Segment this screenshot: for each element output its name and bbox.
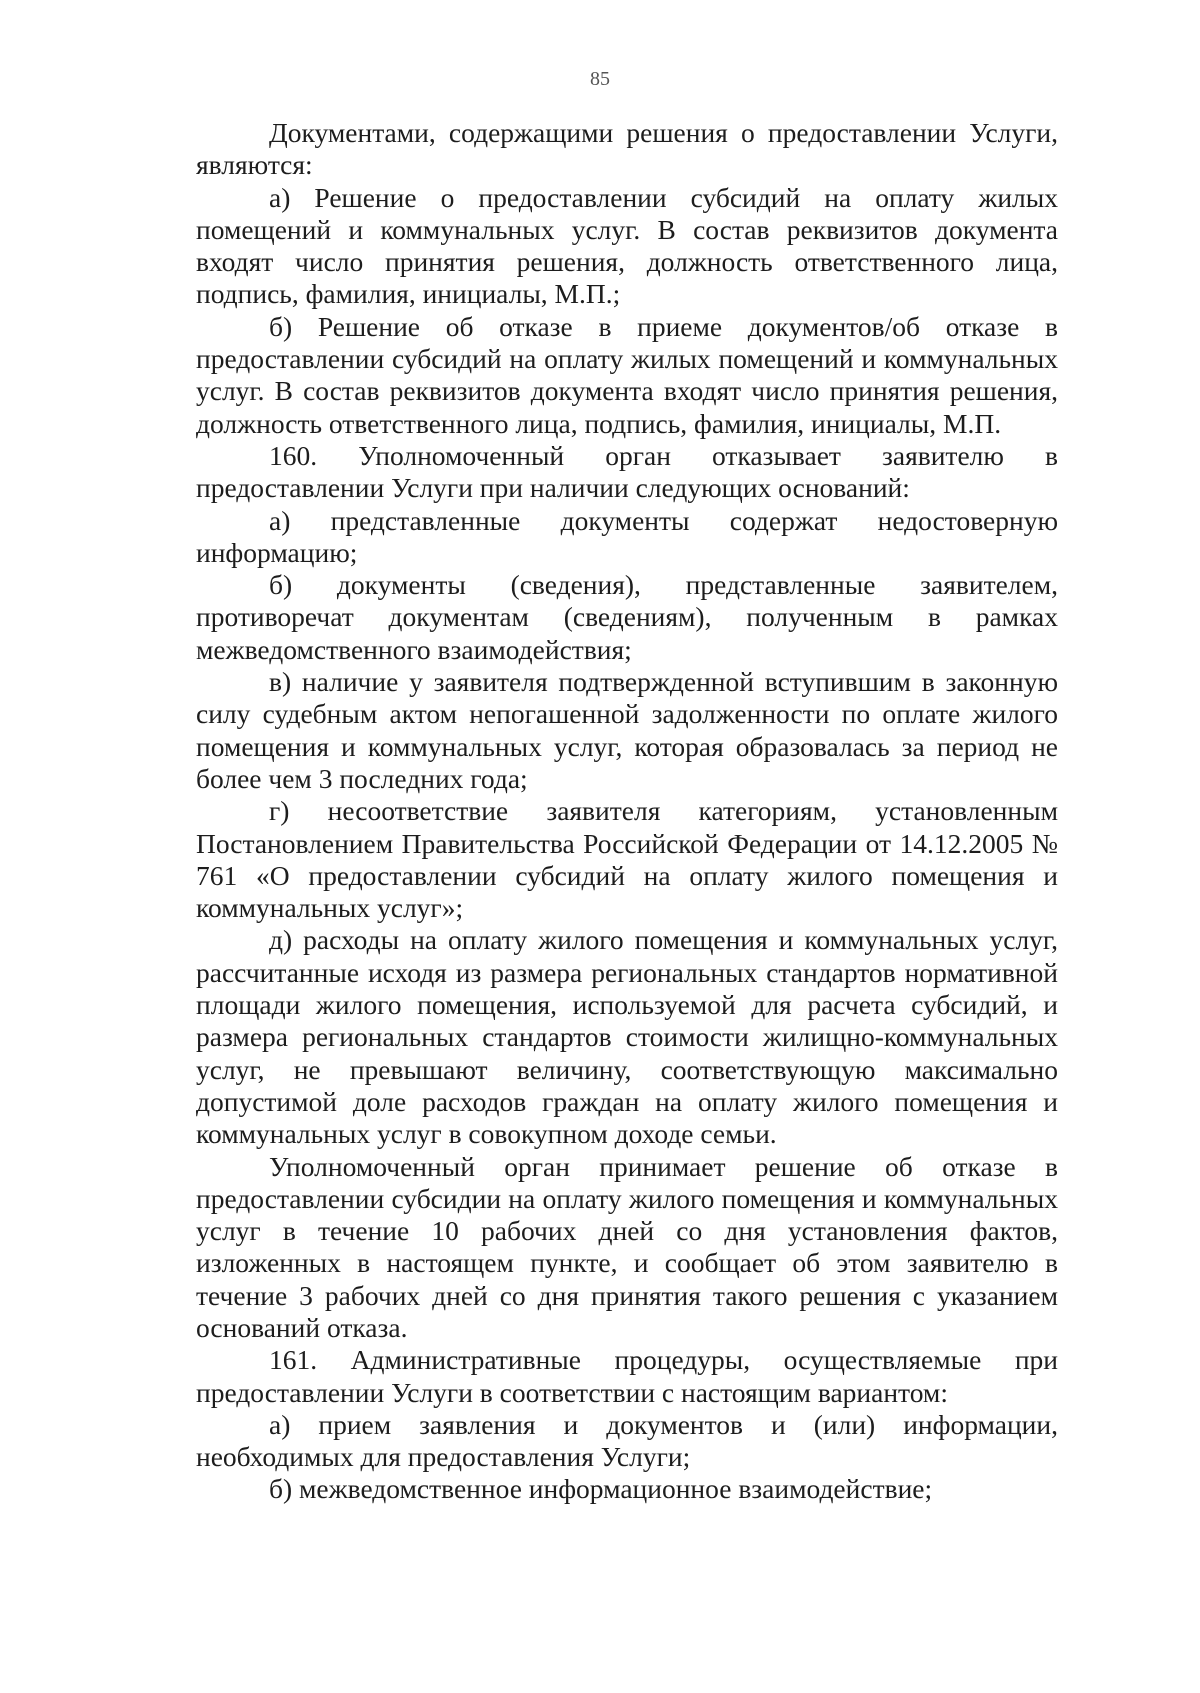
paragraph-procedure-a: а) прием заявления и документов и (или) информации, необходимых для предоставления Услуги; — [196, 1408, 1058, 1473]
paragraph-ground-v: в) наличие у заявителя подтвержденной вступившим в законную силу судебным актом непогашенной задолженности по оплате жилого помещения и коммунальных услуг, которая образовалась за период не более чем 3 последних года; — [196, 666, 1058, 794]
paragraph-procedure-b: б) межведомственное информационное взаимодействие; — [269, 1473, 933, 1505]
page-number: 85 — [590, 68, 610, 90]
paragraph-refusal-decision-term: Уполномоченный орган принимает решение об отказе в предоставлении субсидии на оплату жилого помещения и коммунальных услуг в течение 10 рабочих дней со дня установления фактов, изложенных в настоящем пункте, и сообщает об этом заявителю в течение 3 рабочих дней со дня принятия такого решения с указанием оснований отказа. — [196, 1150, 1058, 1343]
paragraph-clause-160: 160. Уполномоченный орган отказывает заявителю в предоставлении Услуги при наличии следующих оснований: — [196, 439, 1058, 504]
paragraph-decision-refusal: б) Решение об отказе в приеме документов/об отказе в предоставлении субсидий на оплату жилых помещений и коммунальных услуг. В состав реквизитов документа входят число принятия решения, должность ответственного лица, подпись, фамилия, инициалы, М.П. — [196, 310, 1058, 439]
paragraph-ground-d: д) расходы на оплату жилого помещения и коммунальных услуг, рассчитанные исходя из размера региональных стандартов нормативной площади жилого помещения, используемой для расчета субсидий, и размера региональных стандартов стоимости жилищно-коммунальных услуг, не превышают величину, соответствующую максимально допустимой доле расходов граждан на оплату жилого помещения и коммунальных услуг в совокупном доходе семьи. — [196, 924, 1058, 1150]
paragraph-decisions-intro: Документами, содержащими решения о предоставлении Услуги, являются: — [196, 117, 1058, 181]
paragraph-ground-b: б) документы (сведения), представленные заявителем, противоречат документам (сведениям), полученным в рамках межведомственного взаимодействия; — [196, 569, 1058, 665]
paragraph-decision-subsidy: а) Решение о предоставлении субсидий на оплату жилых помещений и коммунальных услуг. В состав реквизитов документа входят число принятия решения, должность ответственного лица, подпись, фамилия, инициалы, М.П.; — [196, 181, 1058, 310]
paragraph-ground-a: а) представленные документы содержат недостоверную информацию; — [196, 504, 1058, 568]
paragraph-ground-g: г) несоответствие заявителя категориям, установленным Постановлением Правительства Российской Федерации от 14.12.2005 № 761 «О предоставлении субсидий на оплату жилого помещения и коммунальных услуг»; — [196, 795, 1058, 924]
paragraph-clause-161: 161. Административные процедуры, осуществляемые при предоставлении Услуги в соответствии с настоящим вариантом: — [196, 1344, 1058, 1408]
document-body — [196, 117, 1058, 1506]
